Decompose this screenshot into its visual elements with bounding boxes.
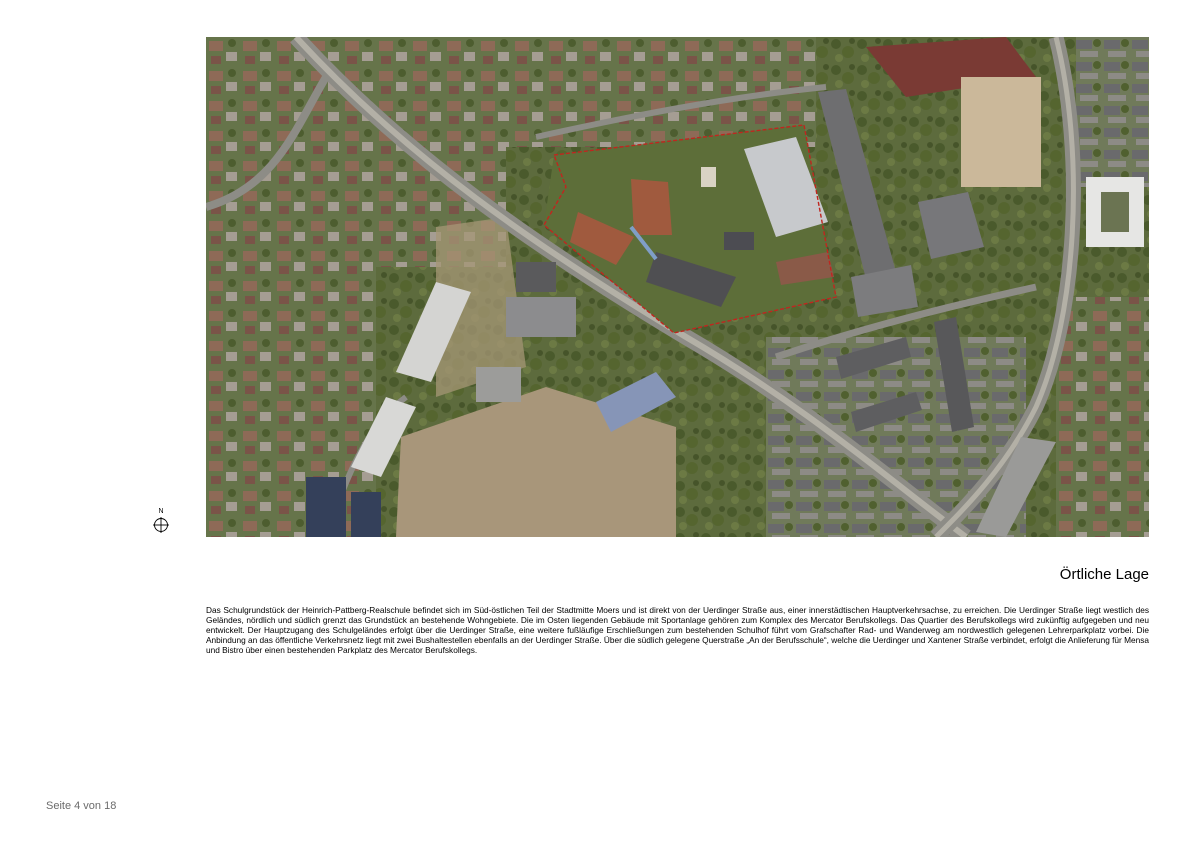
north-arrow [150,508,172,533]
section-title: Örtliche Lage [1059,566,1149,583]
page-number: Seite 4 von 18 [46,800,117,812]
north-arrow-crosshair-icon [153,517,169,533]
description-paragraph: Das Schulgrundstück der Heinrich-Pattberg-Realschule befindet sich im Süd-östlichen Teil der Stadtmitte Moers und ist direkt von der Uerdinger Straße aus, einer innerstädtischen Hauptverkehrsachse, zu erreichen. Die Uerdinger Straße liegt westlich des Geländes, nördlich und südlich grenzt das Grundstück an bestehende Wohngebiete. Die im Osten liegenden Gebäude mit Sportanlage gehören zum Komplex des Mercator Berufskollegs. Das Quartier des Berufskollegs wird zukünftig aufgegeben und neu entwickelt. Der Hauptzugang des Schulgeländes erfolgt über die Uerdinger Straße, eine weitere fußläufige Erschließungen zum bestehenden Schulhof führt vom Grafschafter Rad- und Wanderweg am nordwestlich gelegenen Lehrerparkplatz vorbei. Die Anbindung an das öffentliche Verkehrsnetz liegt mit zwei Bushaltestellen ebenfalls an der Uerdinger Straße. Über die südlich gelegene Querstraße „An der Berufsschule“, welche die Uerdinger und Xantener Straße verbindet, erfolgt die Anlieferung für Mensa und Bistro über einen bestehenden Parkplatz des Mercator Berufskollegs. [206,605,1150,656]
north-label: N [158,508,164,515]
aerial-site-map [206,37,1149,537]
